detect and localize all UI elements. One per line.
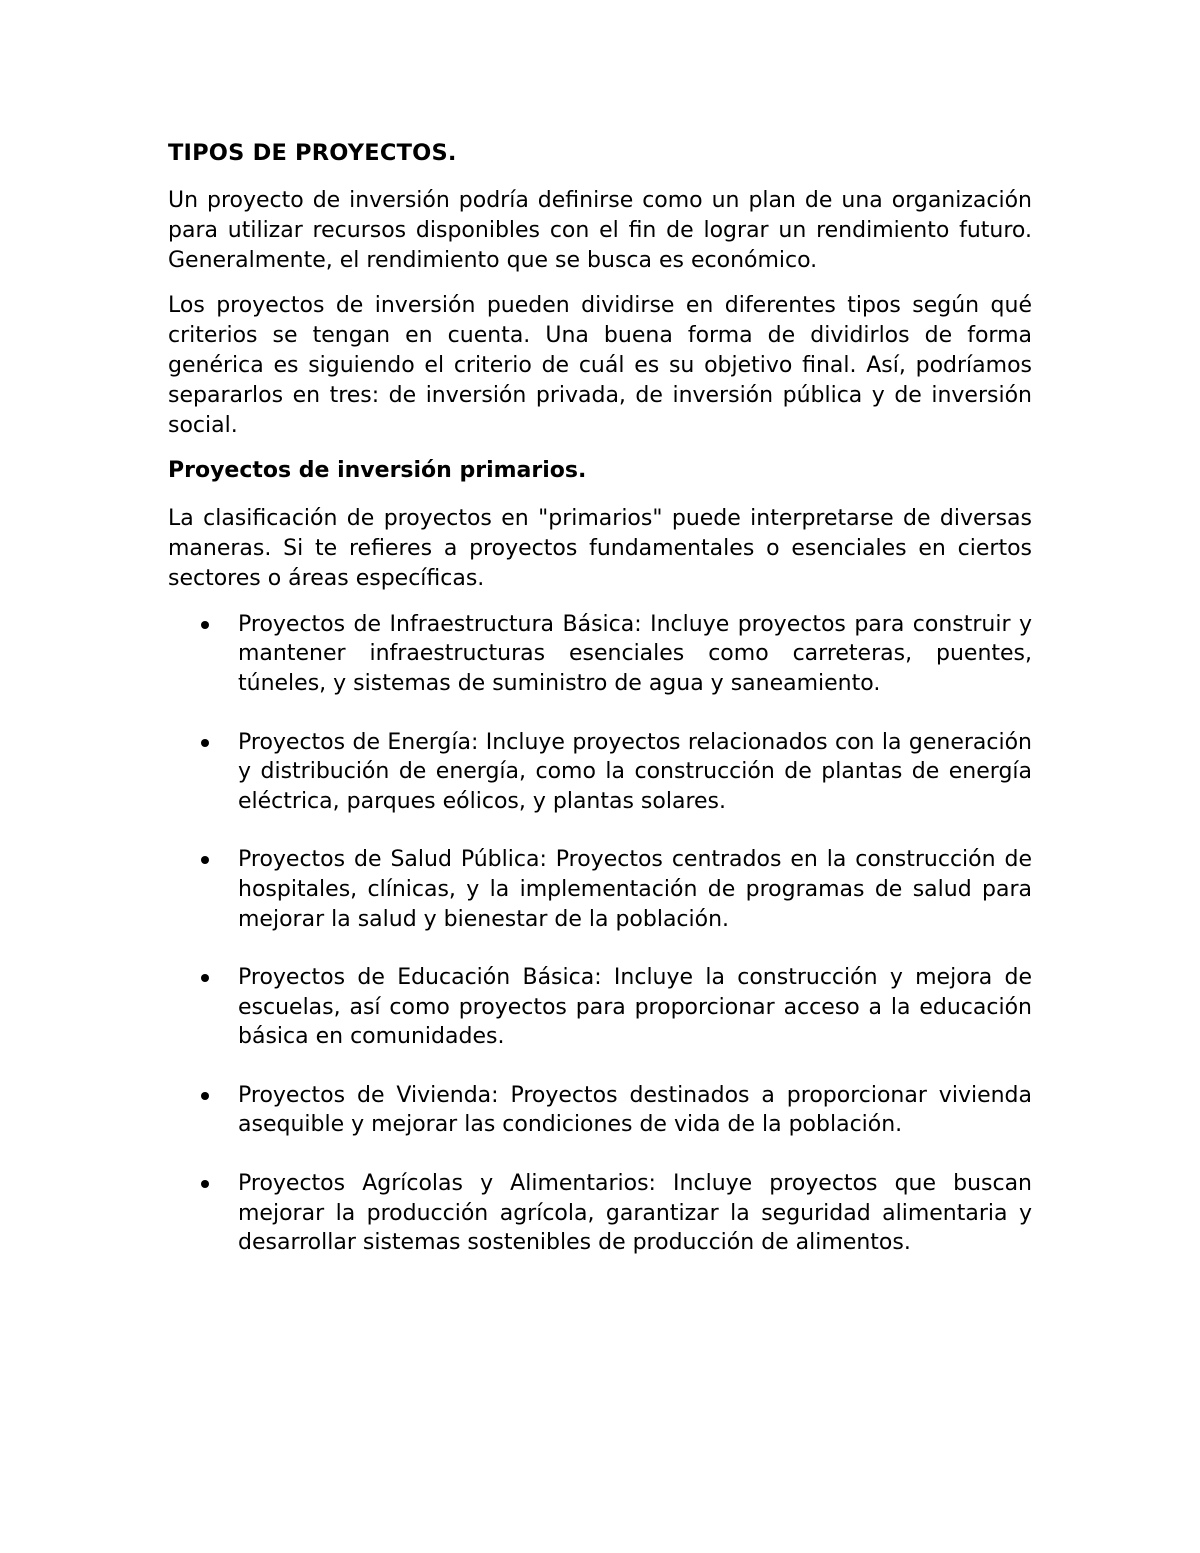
- list-item: [168, 963, 1032, 1052]
- bullet-icon: [201, 974, 209, 982]
- section-heading: Proyectos de inversión primarios.: [168, 458, 587, 484]
- list-item: [168, 1081, 1032, 1140]
- section-intro: La clasificación de proyectos en "primarios" puede interpretarse de diversas maneras. Si te refieres a proyectos fundamentales o esenciales en ciertos sectores o áreas específicas.: [168, 506, 1032, 591]
- bullet-icon: [201, 739, 209, 747]
- list-item: [168, 845, 1032, 934]
- list-item-text: Proyectos de Vivienda: Proyectos destinados a proporcionar vivienda asequible y mejorar las condiciones de vida de la población.: [238, 1082, 1032, 1138]
- bullet-icon: [201, 1180, 209, 1188]
- paragraph-definition: Un proyecto de inversión podría definirse como un plan de una organización para utilizar recursos disponibles con el fin de lograr un rendimiento futuro. Generalmente, el rendimiento que se busca es económico.: [168, 188, 1032, 273]
- list-item-text: Proyectos de Infraestructura Básica: Incluye proyectos para construir y mantener infraestructuras esenciales como carreteras, puentes, túneles, y sistemas de suministro de agua y saneamiento.: [238, 611, 1032, 696]
- bullet-list: [168, 610, 1032, 1258]
- bullet-icon: [201, 621, 209, 629]
- list-item-text: Proyectos de Energía: Incluye proyectos relacionados con la generación y distribución de energía, como la construcción de plantas de energía eléctrica, parques eólicos, y plantas solares.: [238, 729, 1032, 814]
- list-item-text: Proyectos de Educación Básica: Incluye la construcción y mejora de escuelas, así como proyectos para proporcionar acceso a la educación básica en comunidades.: [238, 965, 1032, 1050]
- bullet-icon: [201, 856, 209, 864]
- list-item-text: Proyectos de Salud Pública: Proyectos centrados en la construcción de hospitales, clínicas, y la implementación de programas de salud para mejorar la salud y bienestar de la población.: [238, 847, 1032, 932]
- document-title: TIPOS DE PROYECTOS.: [168, 140, 457, 166]
- document-page: [168, 138, 1032, 1287]
- list-item-text: Proyectos Agrícolas y Alimentarios: Incluye proyectos que buscan mejorar la producción agrícola, garantizar la seguridad alimentaria y desarrollar sistemas sostenibles de producción de alimentos.: [238, 1171, 1032, 1256]
- list-item: [168, 1169, 1032, 1258]
- bullet-icon: [201, 1092, 209, 1100]
- paragraph-classification: Los proyectos de inversión pueden dividirse en diferentes tipos según qué criterios se tengan en cuenta. Una buena forma de dividirlos de forma genérica es siguiendo el criterio de cuál es su objetivo final. Así, podríamos separarlos en tres: de inversión privada, de inversión pública y de inversión social.: [168, 293, 1032, 438]
- list-item: [168, 610, 1032, 699]
- list-item: [168, 728, 1032, 817]
